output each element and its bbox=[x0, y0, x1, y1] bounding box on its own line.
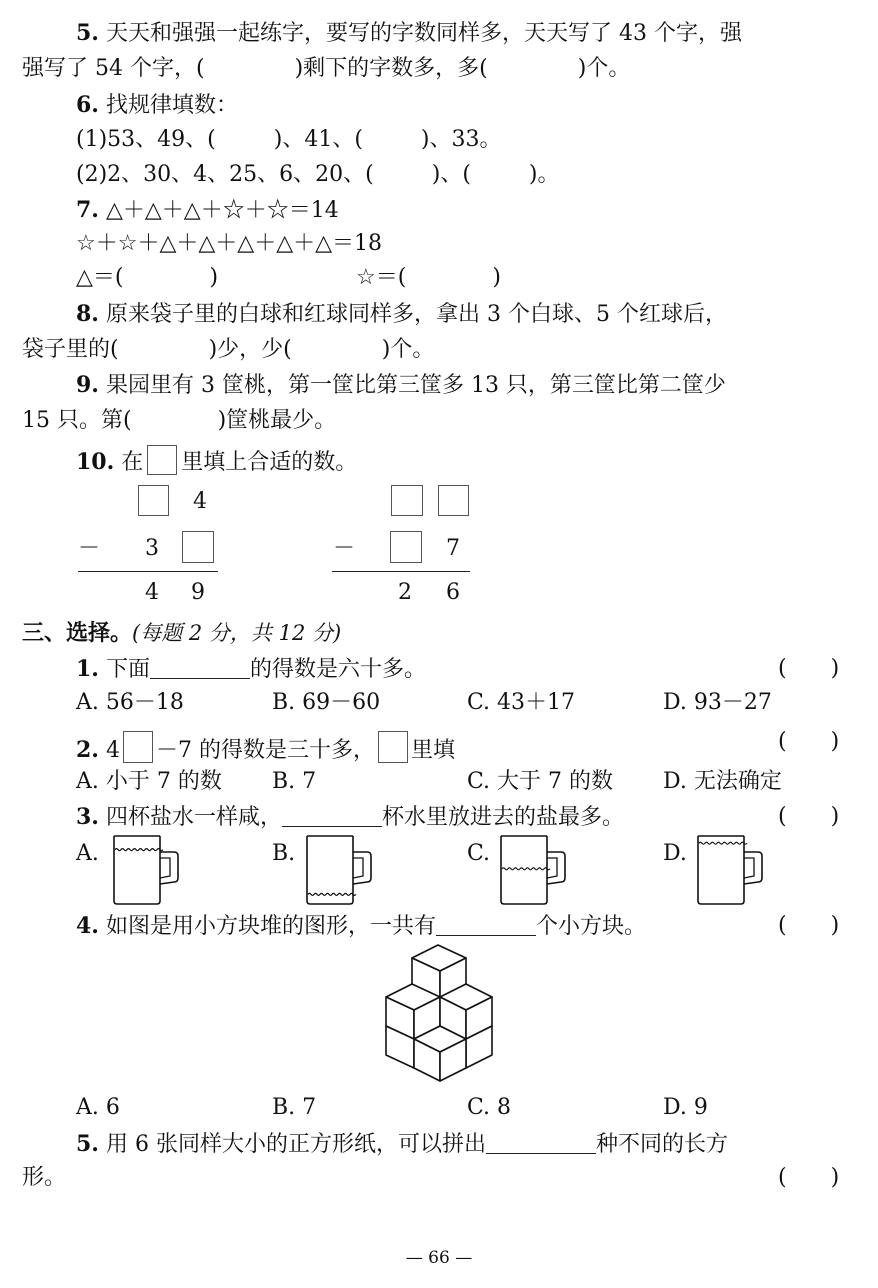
cup-c-icon bbox=[499, 834, 571, 906]
choice-q3-option-d[interactable]: D. bbox=[663, 841, 687, 866]
water-line bbox=[699, 842, 747, 844]
q5-line2: 强写了 54 个字，( )剩下的字数多，多( )个。 bbox=[22, 56, 631, 81]
choice-q5-blank bbox=[486, 1153, 596, 1154]
choice-q4-option-c[interactable]: C. 8 bbox=[467, 1095, 512, 1120]
choice-q1-blank bbox=[150, 678, 250, 679]
q10-title: 10. 在 里填上合适的数。 bbox=[76, 445, 357, 475]
choice-q2-box-1 bbox=[123, 731, 153, 763]
choice-q1-option-d[interactable]: D. 93－27 bbox=[663, 690, 772, 715]
q6-line2: (2)2、30、4、25、6、20、( )、( )。 bbox=[76, 162, 560, 187]
q9-line2: 15 只。第( )筐桃最少。 bbox=[22, 408, 337, 433]
choice-q4-stem: 4. 如图是用小方块堆的图形，一共有 个小方块。 bbox=[76, 913, 646, 939]
choice-q1-answer-paren[interactable]: ( ) bbox=[778, 656, 840, 681]
q10-left-minus: － bbox=[78, 536, 101, 561]
choice-q1-option-c[interactable]: C. 43＋17 bbox=[467, 690, 576, 715]
choice-q4-option-d[interactable]: D. 9 bbox=[663, 1095, 708, 1120]
cup-d-icon bbox=[696, 834, 768, 906]
q10-left-top-digit: 4 bbox=[193, 489, 207, 514]
choice-q3-option-a[interactable]: A. bbox=[76, 841, 99, 866]
choice-q4-blank bbox=[436, 935, 536, 936]
q10-right-mid-tens-box[interactable] bbox=[390, 531, 422, 563]
q10-right-mid-digit: 7 bbox=[446, 536, 460, 561]
water-line bbox=[308, 893, 356, 895]
q10-title-box bbox=[147, 445, 177, 475]
q10-right-result-tens: 2 bbox=[398, 580, 412, 605]
choice-q2-answer-paren[interactable]: ( ) bbox=[778, 729, 840, 754]
water-line bbox=[502, 868, 550, 870]
q8-line1: 8. 原来袋子里的白球和红球同样多，拿出 3 个白球、5 个红球后， bbox=[76, 301, 727, 327]
choice-q4-option-a[interactable]: A. 6 bbox=[76, 1095, 120, 1120]
q10-left-top-tens-box[interactable] bbox=[138, 485, 169, 516]
q10-right-top-tens-box[interactable] bbox=[391, 485, 423, 516]
q10-right-result-ones: 6 bbox=[446, 580, 460, 605]
q10-left-result-ones: 9 bbox=[191, 580, 205, 605]
choice-q4-option-b[interactable]: B. 7 bbox=[272, 1095, 317, 1120]
choice-q1-stem: 1. 下面 的得数是六十多。 bbox=[76, 656, 426, 682]
q6-title: 6. 找规律填数： bbox=[76, 92, 238, 118]
choice-q2-box-2 bbox=[378, 731, 408, 763]
choice-q3-blank bbox=[282, 826, 382, 827]
section3-heading: 三、选择。(每题 2 分，共 12 分) bbox=[22, 620, 342, 646]
choice-q2-option-c[interactable]: C. 大于 7 的数 bbox=[467, 769, 614, 794]
choice-q5-line2: 形。 bbox=[22, 1165, 67, 1190]
q10-right-minus: － bbox=[333, 536, 356, 561]
water-line bbox=[115, 849, 163, 851]
choice-q4-answer-paren[interactable]: ( ) bbox=[778, 913, 840, 938]
choice-q1-option-b[interactable]: B. 69－60 bbox=[272, 690, 381, 715]
q10-left-mid-ones-box[interactable] bbox=[182, 531, 214, 563]
q7-eq1: 7. △＋△＋△＋☆＋☆＝14 bbox=[76, 197, 339, 223]
choice-q2-option-a[interactable]: A. 小于 7 的数 bbox=[76, 769, 222, 794]
q10-left-result-tens: 4 bbox=[145, 580, 159, 605]
cup-a-icon bbox=[112, 834, 184, 906]
cup-b-icon bbox=[305, 834, 377, 906]
q9-line1: 9. 果园里有 3 筐桃，第一筐比第三筐多 13 只，第三筐比第二筐少 bbox=[76, 372, 726, 398]
q6-line1: (1)53、49、( )、41、( )、33。 bbox=[76, 127, 502, 152]
q8-line2: 袋子里的( )少，少( )个。 bbox=[22, 337, 435, 362]
choice-q5-stem: 5. 用 6 张同样大小的正方形纸，可以拼出 种不同的长方 bbox=[76, 1131, 728, 1157]
q10-left-rule bbox=[78, 571, 218, 572]
choice-q3-stem: 3. 四杯盐水一样咸， 杯水里放进去的盐最多。 bbox=[76, 804, 624, 830]
choice-q2-option-d[interactable]: D. 无法确定 bbox=[663, 769, 782, 794]
q10-right-top-ones-box[interactable] bbox=[438, 485, 469, 516]
q7-eq2: ☆＋☆＋△＋△＋△＋△＋△＝18 bbox=[76, 231, 383, 256]
cube-stack-figure bbox=[382, 942, 496, 1090]
choice-q5-answer-paren[interactable]: ( ) bbox=[778, 1165, 840, 1190]
q5-line1: 5. 天天和强强一起练字，要写的字数同样多，天天写了 43 个字，强 bbox=[76, 20, 742, 46]
choice-q3-option-c[interactable]: C. bbox=[467, 841, 491, 866]
q7-triangle-answer: △＝( ) bbox=[76, 265, 219, 290]
choice-q1-option-a[interactable]: A. 56－18 bbox=[76, 690, 184, 715]
choice-q3-answer-paren[interactable]: ( ) bbox=[778, 804, 840, 829]
choice-q2-option-b[interactable]: B. 7 bbox=[272, 769, 317, 794]
choice-q3-option-b[interactable]: B. bbox=[272, 841, 296, 866]
q7-star-answer: ☆＝( ) bbox=[356, 265, 501, 290]
page-number: — 66 — bbox=[405, 1248, 473, 1268]
q10-left-mid-digit: 3 bbox=[145, 536, 159, 561]
choice-q2-stem: 2. 4 －7 的得数是三十多， 里填 bbox=[76, 731, 455, 763]
q10-right-rule bbox=[332, 571, 470, 572]
